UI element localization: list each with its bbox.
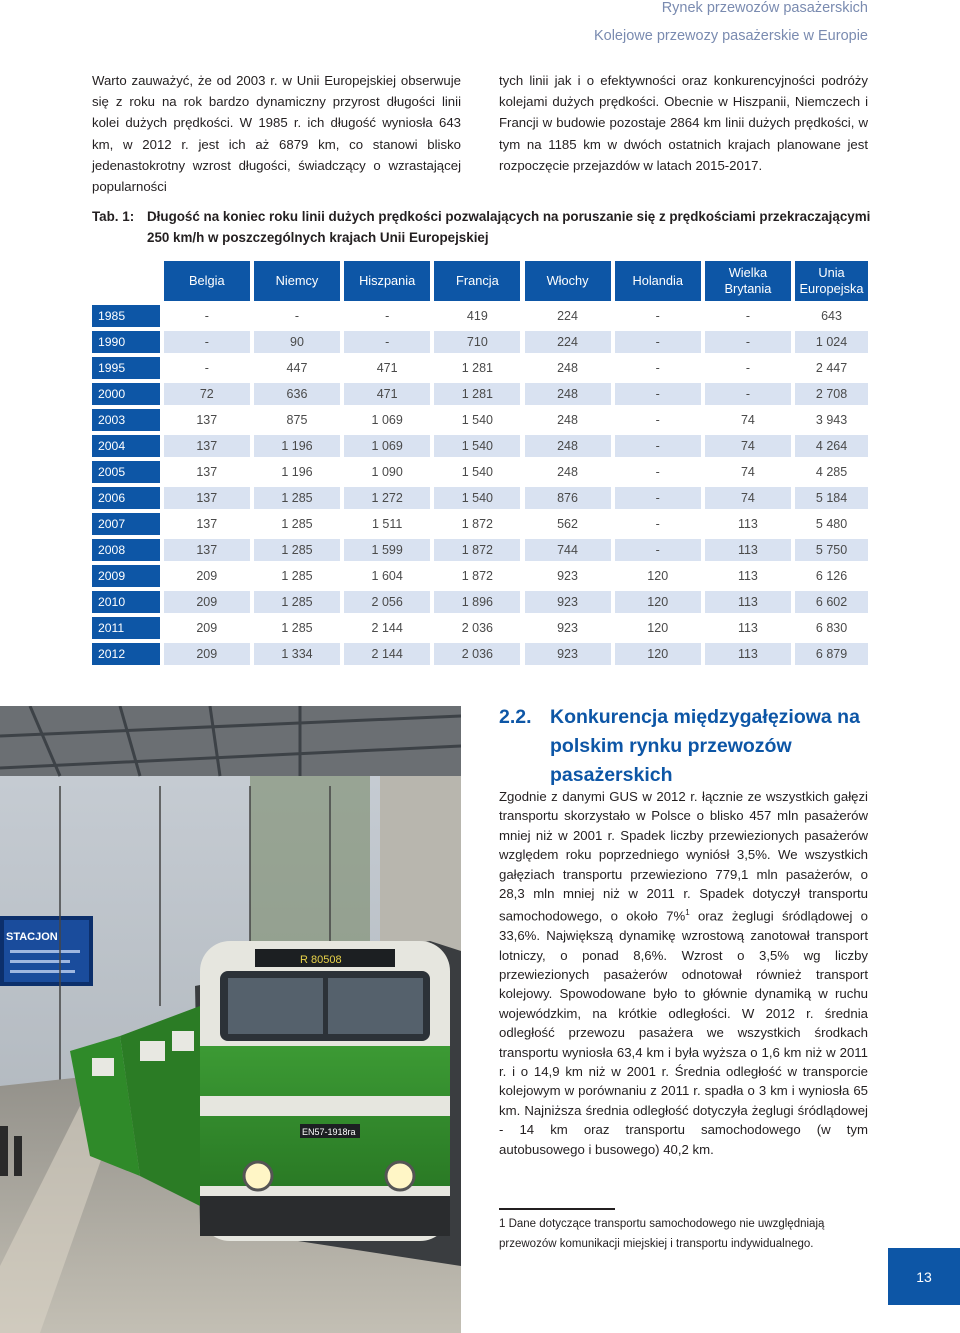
table-cell: 113	[705, 539, 791, 561]
table-row	[92, 591, 868, 613]
table-cell: 1 604	[344, 565, 430, 587]
table-cell: 1 540	[434, 487, 520, 509]
table-cell: 1 196	[254, 435, 340, 457]
row-year: 2006	[92, 487, 160, 509]
row-year: 2011	[92, 617, 160, 639]
table-cell: 120	[615, 565, 701, 587]
hsr-length-table	[92, 257, 868, 669]
table-cell: 2 144	[344, 643, 430, 665]
table-cell: -	[615, 435, 701, 457]
table-cell: 1 872	[434, 539, 520, 561]
column-header: Holandia	[615, 261, 701, 301]
intro-right-column	[499, 70, 868, 176]
section-body	[499, 787, 868, 1159]
table-cell: 120	[615, 591, 701, 613]
table-cell: 2 447	[795, 357, 868, 379]
table-cell: 74	[705, 461, 791, 483]
running-header-title: Rynek przewozów pasażerskich	[661, 0, 868, 16]
table-cell: 113	[705, 565, 791, 587]
column-header: Włochy	[525, 261, 611, 301]
table-cell: 710	[434, 331, 520, 353]
table-cell: 471	[344, 383, 430, 405]
table-cell: 2 036	[434, 617, 520, 639]
table-cell: 1 024	[795, 331, 868, 353]
page-number-box	[888, 1248, 960, 1305]
footnote-text: 1 Dane dotyczące transportu samochodowego nie uwzględniają przewozów komunikacji miejskiej i transportu indywidualnego.	[499, 1218, 825, 1250]
table-cell: -	[705, 331, 791, 353]
table-cell: 209	[164, 565, 250, 587]
row-year: 2000	[92, 383, 160, 405]
table-cell: 875	[254, 409, 340, 431]
table-cell: 923	[525, 643, 611, 665]
table-cell: 1 285	[254, 617, 340, 639]
table-cell: 6 879	[795, 643, 868, 665]
table-cell: 744	[525, 539, 611, 561]
row-year: 2012	[92, 643, 160, 665]
table-cell: 248	[525, 383, 611, 405]
table-cell: 74	[705, 487, 791, 509]
table-cell: 636	[254, 383, 340, 405]
table-cell: -	[615, 487, 701, 509]
table-cell: 6 602	[795, 591, 868, 613]
train-photo	[0, 706, 461, 1333]
table-cell: 1 285	[254, 513, 340, 535]
table-row	[92, 643, 868, 665]
table-cell: 74	[705, 409, 791, 431]
row-year: 2003	[92, 409, 160, 431]
table-caption-text: Długość na koniec roku linii dużych prędkości pozwalających na poruszanie się z prędkościami przekraczającymi 250 km/h w poszczególnych krajach Unii Europejskiej	[147, 209, 871, 245]
table-cell: -	[615, 331, 701, 353]
platform-sign-text: STACJON	[6, 931, 58, 943]
table-cell: 2 144	[344, 617, 430, 639]
table-cell: 876	[525, 487, 611, 509]
table-cell: 4 285	[795, 461, 868, 483]
column-header: Niemcy	[254, 261, 340, 301]
table-cell: 2 056	[344, 591, 430, 613]
table-cell: 137	[164, 513, 250, 535]
table-cell: 113	[705, 591, 791, 613]
table-cell: 1 872	[434, 565, 520, 587]
table-cell: 6 830	[795, 617, 868, 639]
table-cell: 1 872	[434, 513, 520, 535]
table-cell: 113	[705, 513, 791, 535]
column-header: Wielka Brytania	[705, 261, 791, 301]
table-cell: 209	[164, 617, 250, 639]
table-cell: 1 540	[434, 409, 520, 431]
table-cell: 113	[705, 643, 791, 665]
table-cell: 643	[795, 305, 868, 327]
section-body-text-1: Zgodnie z danymi GUS w 2012 r. łącznie ze wszystkich gałęzi transportu skorzystało w Polsce o blisko 457 mln pasażerów mniej niż w 2001 r. Spadek liczby przewiezionych pasażerów względem roku poprzedniego wyniósł 3,5%. We wszystkich gałęziach transportu przewieziono 779,1 mln pasażerów, o 28,3 mln mniej niż w 2011 r. Spadek dotyczył transportu samochodowego, o około 7%	[499, 789, 868, 924]
column-header: Belgia	[164, 261, 250, 301]
table-cell: 471	[344, 357, 430, 379]
table-cell: 1 285	[254, 487, 340, 509]
intro-left-text: Warto zauważyć, że od 2003 r. w Unii Europejskiej obserwuje się z roku na rok bardzo dynamiczny przyrost długości linii kolei dużych prędkości. W 1985 r. ich długość wyniosła 643 km, w 2012 r. jest ich aż 6879 km, co stanowi blisko jedenastokrotny wzrost długości, świadczący o wzrastającej popularności	[92, 73, 461, 195]
table-cell: -	[615, 513, 701, 535]
table-cell: 1 281	[434, 357, 520, 379]
row-year: 2007	[92, 513, 160, 535]
row-year: 2010	[92, 591, 160, 613]
table-cell: -	[164, 357, 250, 379]
footnote-separator	[499, 1208, 615, 1210]
row-year: 1990	[92, 331, 160, 353]
page-number: 13	[916, 1268, 932, 1285]
table-row	[92, 305, 868, 327]
table-cell: 1 285	[254, 591, 340, 613]
table-header-row	[92, 261, 868, 301]
footnote-reference: 1	[685, 908, 690, 918]
destination-display: R 80508	[300, 954, 342, 966]
table-cell: -	[705, 357, 791, 379]
table-cell: 1 896	[434, 591, 520, 613]
table-cell: 224	[525, 331, 611, 353]
intro-left-column	[92, 70, 461, 197]
table-cell: 1 285	[254, 539, 340, 561]
table-row	[92, 539, 868, 561]
table-cell: 248	[525, 461, 611, 483]
table-body	[92, 305, 868, 665]
table-cell: 224	[525, 305, 611, 327]
table-cell: 1 540	[434, 461, 520, 483]
table-cell: 2 708	[795, 383, 868, 405]
table-cell: 1 540	[434, 435, 520, 457]
column-header: Francja	[434, 261, 520, 301]
table-cell: 120	[615, 617, 701, 639]
table-corner-cell	[92, 261, 160, 301]
table-cell: 1 069	[344, 435, 430, 457]
table-cell: 90	[254, 331, 340, 353]
table-cell: 120	[615, 643, 701, 665]
running-header-subtitle: Kolejowe przewozy pasażerskie w Europie	[593, 28, 868, 44]
table-row	[92, 383, 868, 405]
table-cell: -	[705, 305, 791, 327]
table-cell: 137	[164, 461, 250, 483]
table-row	[92, 331, 868, 353]
table-cell: 1 599	[344, 539, 430, 561]
table-cell: 1 285	[254, 565, 340, 587]
table-cell: -	[615, 383, 701, 405]
table-cell: -	[344, 331, 430, 353]
table-cell: 137	[164, 409, 250, 431]
section-number: 2.2.	[499, 706, 532, 728]
table-cell: 137	[164, 435, 250, 457]
table-cell: 5 480	[795, 513, 868, 535]
table-row	[92, 487, 868, 509]
table-cell: 1 281	[434, 383, 520, 405]
table-cell: 923	[525, 591, 611, 613]
table-cell: 1 196	[254, 461, 340, 483]
train-number: EN57-1918ra	[302, 1127, 356, 1137]
table-row	[92, 409, 868, 431]
table-cell: 447	[254, 357, 340, 379]
table-cell: -	[254, 305, 340, 327]
table-cell: 74	[705, 435, 791, 457]
table-cell: 72	[164, 383, 250, 405]
table-cell: 248	[525, 435, 611, 457]
column-header: Unia Europejska	[795, 261, 868, 301]
table-cell: 137	[164, 539, 250, 561]
table-cell: -	[615, 357, 701, 379]
table-cell: 209	[164, 643, 250, 665]
table-cell: 923	[525, 617, 611, 639]
table-cell: 209	[164, 591, 250, 613]
row-year: 1995	[92, 357, 160, 379]
table-row	[92, 617, 868, 639]
train-photo-illustration	[0, 706, 461, 1333]
table-caption-number: Tab. 1:	[92, 209, 135, 224]
table-cell: -	[344, 305, 430, 327]
row-year: 2008	[92, 539, 160, 561]
table-cell: 1 511	[344, 513, 430, 535]
table-row	[92, 513, 868, 535]
table-cell: -	[615, 461, 701, 483]
table-cell: 137	[164, 487, 250, 509]
table-cell: 6 126	[795, 565, 868, 587]
table-cell: 3 943	[795, 409, 868, 431]
table-cell: 5 750	[795, 539, 868, 561]
row-year: 1985	[92, 305, 160, 327]
table-cell: -	[705, 383, 791, 405]
column-header: Hiszpania	[344, 261, 430, 301]
table-row	[92, 565, 868, 587]
table-cell: -	[164, 331, 250, 353]
table-cell: 4 264	[795, 435, 868, 457]
table-cell: 419	[434, 305, 520, 327]
table-cell: 923	[525, 565, 611, 587]
intro-right-text: tych linii jak i o efektywności oraz konkurencyjności podróży kolejami dużych prędkości. Obecnie w Hiszpanii, Niemczech i Francji w budowie pozostaje 2864 km linii dużych prędkości, w tym na 1185 km w dwóch ostatnich krajach planowane jest rozpoczęcie przejazdów w latach 2015-2017.	[499, 73, 868, 173]
section-body-text-2: oraz żeglugi śródlądowej o 33,6%. Największą dynamikę wzrostową zanotował transport lotniczy, o ponad 8,6%. Wzrost o 3,5% wg liczby przewiezionych pasażerów odnotował również transport kolejowy. Spowodowane było to głównie dynamiką w ruchu wojewódzkim, na krótkie odległości. W 2012 r. średnia odległość przewozu pasażera we wszystkich środkach transportu wyniosła 63,4 km i była wyższa o 1,6 km niż w 2011 r. i o 14,9 km niż w 2001 r. Średnia odległość w transporcie kolejowym w porównaniu z 2011 r. spadła o 3 km i wyniosła 65 km. Najniższa średnia odległość dotyczyła żeglugi śródlądowej - 14 km oraz transportu samochodowego (w tym autobusowego i busowego) 40,2 km.	[499, 908, 869, 1157]
table-cell: 113	[705, 617, 791, 639]
row-year: 2004	[92, 435, 160, 457]
table-cell: -	[615, 539, 701, 561]
table-cell: 1 090	[344, 461, 430, 483]
table-cell: -	[615, 305, 701, 327]
table-row	[92, 461, 868, 483]
table-cell: 562	[525, 513, 611, 535]
table-cell: -	[615, 409, 701, 431]
table-cell: 5 184	[795, 487, 868, 509]
row-year: 2005	[92, 461, 160, 483]
table-cell: 1 272	[344, 487, 430, 509]
table-row	[92, 435, 868, 457]
table-cell: -	[164, 305, 250, 327]
table-cell: 1 069	[344, 409, 430, 431]
table-row	[92, 357, 868, 379]
table-cell: 2 036	[434, 643, 520, 665]
table-cell: 1 334	[254, 643, 340, 665]
row-year: 2009	[92, 565, 160, 587]
section-title: Konkurencja międzygałęziowa na polskim rynku przewozów pasażerskich	[550, 706, 860, 786]
table-cell: 248	[525, 357, 611, 379]
table-cell: 248	[525, 409, 611, 431]
